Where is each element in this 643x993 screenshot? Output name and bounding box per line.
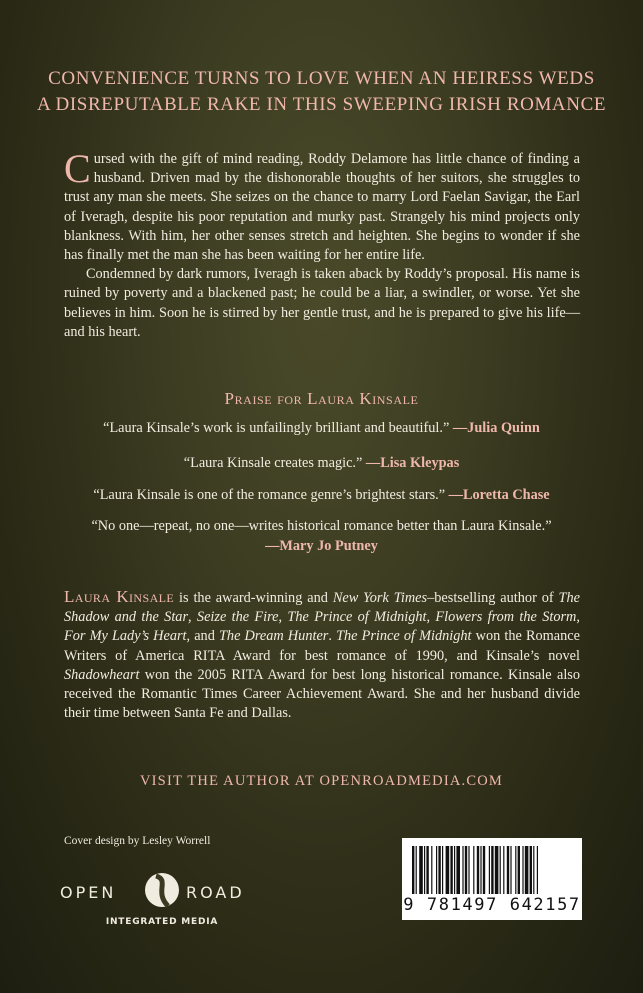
bio-separator: ,: [576, 609, 580, 626]
drop-cap: C: [64, 146, 91, 191]
cover-credit: Cover design by Lesley Worrell: [64, 835, 211, 847]
bio-separator: ,: [278, 609, 288, 626]
bio-separator: ,: [426, 609, 436, 626]
book-title: Shadowheart: [64, 666, 140, 683]
isbn-number: 9 781497 642157: [403, 895, 581, 915]
bio-separator: , and: [186, 628, 219, 645]
book-title: The Dream Hunter: [218, 628, 329, 645]
bio-text: is the award-winning and: [174, 590, 333, 606]
synopsis-paragraph-2: Condemned by dark rumors, Iveragh is taken aback by Roddy’s proposal. His name is ruined by poverty and a blackened past; he could be a liar, a swindler, or worse. Yet she believes in him. Soon he is stirred by her gentle trust, and he is prepared to give his life—and his heart.: [64, 266, 580, 340]
bio-text: won the Romance Writers of America RITA Award for best romance of 1990, and Kinsale’s novel: [64, 628, 580, 664]
logo-word-road: ROAD: [186, 883, 245, 902]
tagline-line-2: A DISREPUTABLE RAKE IN THIS SWEEPING IRISH ROMANCE: [36, 94, 607, 115]
praise-quote: [40, 453, 603, 473]
author-website: VISIT THE AUTHOR AT OPENROADMEDIA.COM: [139, 773, 504, 789]
book-title: The Shadow and the Star: [64, 590, 580, 626]
praise-quote: [40, 516, 603, 556]
quote-author: —Julia Quinn: [452, 420, 540, 436]
synopsis: [64, 146, 580, 342]
publisher-logo: [60, 868, 265, 928]
quote-author: —Mary Jo Putney: [265, 538, 378, 554]
logo-emblem-icon: [145, 873, 179, 907]
logo-word-open: OPEN: [60, 883, 117, 902]
book-title: The Prince of Midnight: [287, 609, 427, 626]
bio-separator: ,: [188, 609, 197, 626]
author-bio: [64, 587, 580, 723]
quote-text: “Laura Kinsale creates magic.”: [183, 455, 366, 471]
quote-author: —Loretta Chase: [448, 487, 550, 503]
quote-author: —Lisa Kleypas: [365, 455, 460, 471]
synopsis-paragraph-1-text: ursed with the gift of mind reading, Roddy Delamore has little chance of finding a husband. Driven mad by the dishonorable thoughts of her suitors, she struggles to trust any man she meets. She seizes on the chance to marry Lord Faelan Savigar, the Earl of Iveragh, despite his poor reputation and murky past. Strangely his mind projects only blankness. With him, her other senses stretch and heighten. She begins to wonder if she has finally met the man she has been waiting for her entire life.: [64, 151, 580, 264]
logo-subtitle: INTEGRATED MEDIA: [105, 917, 219, 927]
tagline: [20, 66, 623, 118]
book-title: Seize the Fire: [196, 609, 279, 626]
bio-separator: .: [328, 628, 337, 645]
synopsis-paragraph-1: [64, 146, 580, 265]
praise-quote: [40, 418, 603, 438]
praise-heading: Praise for Laura Kinsale: [224, 389, 419, 408]
quote-text: “Laura Kinsale’s work is unfailingly brilliant and beautiful.”: [103, 420, 453, 436]
isbn-barcode: [402, 838, 582, 920]
bio-text: –bestselling author of: [427, 590, 559, 606]
author-name: Laura Kinsale: [64, 587, 175, 606]
quote-text: “Laura Kinsale is one of the romance genre’s brightest stars.”: [93, 487, 449, 503]
book-title: Flowers from the Storm: [435, 609, 577, 626]
bio-text: won the 2005 RITA Award for best long historical romance. Kinsale also received the Romantic Times Career Achievement Award. She and her husband divide their time between Santa Fe and Dallas.: [64, 666, 580, 722]
barcode-bars-icon: [402, 838, 582, 898]
book-title: For My Lady’s Heart: [64, 628, 187, 645]
quote-text: “No one—repeat, no one—writes historical romance better than Laura Kinsale.”: [91, 518, 552, 534]
tagline-line-1: CONVENIENCE TURNS TO LOVE WHEN AN HEIRESS WEDS: [48, 68, 595, 89]
book-title: The Prince of Midnight: [336, 628, 472, 645]
bio-nyt: New York Times: [332, 590, 428, 606]
praise-quote: [40, 485, 603, 505]
